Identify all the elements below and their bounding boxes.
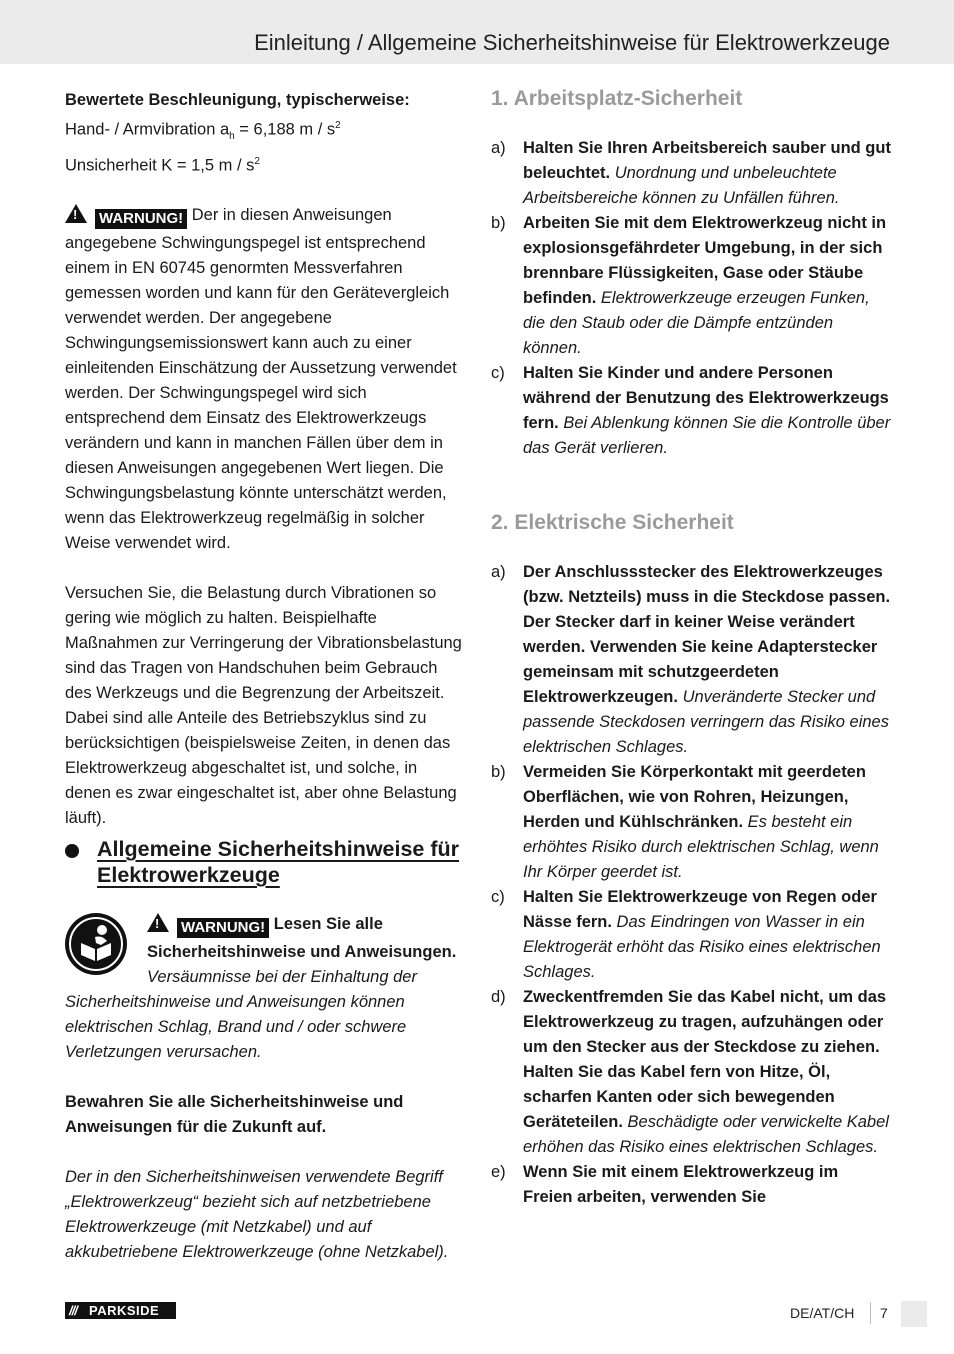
- vibration-warning: ! WARNUNG! Der in diesen Anweisungen angegebene Schwingungspegel ist entsprechend einem in EN 60745 genormten Messverfahren gemessen worden und kann für den Gerätevergleich verwendet werden. Der angegebene Schwingungsemissionswert kann auch zu einer einleitenden Einschätzung der Aussetzung verwendet werden. Der Schwingungspegel wird sich entsprechend dem Einsatz des Elektrowerkzeugs verändern und kann in manchen Fällen über dem in diesen Anweisungen angegebenen Wert liegen. Die Schwingungsbelastung könnte unterschätzt werden, wenn das Elektrowerkzeug regelmäßig in solcher Weise verwendet wird.: [65, 206, 457, 553]
- list-item-bold-text: Der Anschlussstecker des Elektrowerkzeuges (bzw. Netzteils) muss in die Steckdose passen. Der Stecker darf in keiner Weise verändert werden. Verwenden Sie keine Adapterstecker gemeinsam mit schutzgeerdeten Elektrowerkzeugen.: [523, 563, 891, 706]
- list-item-bold-text: Halten Sie Elektrowerkzeuge von Regen oder Nässe fern.: [523, 888, 877, 931]
- list-item-italic-text: Es besteht ein erhöhtes Risiko durch elektrischen Schlag, wenn Ihr Körper geerdet ist.: [523, 813, 879, 881]
- warning-badge-2: ! WARNUNG!: [147, 913, 269, 940]
- list-item-italic-text: Elektrowerkzeuge erzeugen Funken, die den Staub oder die Dämpfe entzünden können.: [523, 289, 870, 357]
- section-2-list: [491, 560, 891, 1210]
- acceleration-line-2: Unsicherheit K = 1,5 m / $s^2$: [65, 155, 260, 175]
- section-2-item: [491, 760, 891, 885]
- list-item-italic-text: Das Eindringen von Wasser in ein Elektrogerät erhöht das Risiko eines elektrischen Schlages.: [523, 913, 881, 981]
- list-item-bold-text: Halten Sie Kinder und andere Personen während der Benutzung des Elektrowerkzeugs fern.: [523, 364, 889, 432]
- general-safety-heading: Allgemeine Sicherheitshinweise für Elektrowerkzeuge: [65, 836, 475, 888]
- footer-divider: [870, 1302, 871, 1324]
- list-letter: c): [491, 888, 505, 906]
- right-column: [491, 84, 891, 1210]
- warning-triangle-icon: !: [65, 204, 87, 223]
- section-2-item: [491, 560, 891, 760]
- read-instructions-warning: ! WARNUNG! Lesen Sie alle Sicherheitshinweise und Anweisungen. Versäumnisse bei der Einhaltung der Sicherheitshinweise und Anweisungen können elektrischen Schlag, Brand und / oder schwere Verletzungen verursachen.: [65, 915, 457, 1061]
- list-letter: c): [491, 364, 505, 382]
- warning-badge: ! WARNUNG!: [65, 204, 187, 231]
- footer-box: [901, 1301, 927, 1327]
- section-1-heading: 1. Arbeitsplatz-Sicherheit: [491, 87, 743, 110]
- bullet-icon: [65, 844, 79, 858]
- list-letter: a): [491, 563, 506, 581]
- section-2-heading: 2. Elektrische Sicherheit: [491, 511, 734, 534]
- warning-triangle-icon-2: !: [147, 913, 169, 932]
- country-codes: DE/AT/CH: [790, 1305, 855, 1321]
- header-title: Einleitung / Allgemeine Sicherheitshinweise für Elektrowerkzeuge: [254, 30, 890, 55]
- list-item-bold-text: Halten Sie Ihren Arbeitsbereich sauber und gut beleuchtet.: [523, 139, 891, 182]
- list-letter: b): [491, 763, 506, 781]
- section-1-item: [491, 211, 891, 361]
- vibration-paragraph: Versuchen Sie, die Belastung durch Vibrationen so gering wie möglich zu halten. Beispielhafte Maßnahmen zur Verringerung der Vibrationsbelastung sind das Tragen von Handschuhen beim Gebrauch des Werkzeugs und die Begrenzung der Arbeitszeit. Dabei sind alle Anteile des Betriebszyklus sind zu berücksichtigen (beispielsweise Zeiten, in denen das Elektrowerkzeug abgeschaltet ist, und solche, in denen es zwar eingeschaltet ist, aber ohne Belastung läuft).: [65, 584, 462, 828]
- page-number: 7: [880, 1305, 888, 1321]
- section-1-list: [491, 136, 891, 461]
- list-item-italic-text: Bei Ablenkung können Sie die Kontrolle über das Gerät verlieren.: [523, 414, 891, 457]
- list-item-italic-text: Unordnung und unbeleuchtete Arbeitsbereiche können zu Unfällen führen.: [523, 164, 840, 207]
- general-safety-body: [65, 912, 465, 1265]
- parkside-logo: /// PARKSIDE: [65, 1302, 176, 1319]
- list-letter: a): [491, 139, 506, 157]
- section-1-item: [491, 361, 891, 461]
- list-item-italic-text: Unveränderte Stecker und passende Steckdosen verringern das Risiko eines elektrischen Schlages.: [523, 688, 889, 756]
- list-item-bold-text: Wenn Sie mit einem Elektrowerkzeug im Freien arbeiten, verwenden Sie: [523, 1163, 839, 1206]
- list-letter: e): [491, 1163, 506, 1181]
- section-2-item: [491, 985, 891, 1160]
- section-2-item: [491, 1160, 891, 1210]
- term-definition-paragraph: Der in den Sicherheitshinweisen verwendete Begriff „Elektrowerkzeug“ bezieht sich auf netzbetriebene Elektrowerkzeuge (mit Netzkabel) und auf akkubetriebene Elektrowerkzeuge (ohne Netzkabel).: [65, 1168, 449, 1261]
- left-column: [65, 88, 465, 831]
- acceleration-heading: Bewertete Beschleunigung, typischerweise:: [65, 91, 410, 109]
- section-2-item: [491, 885, 891, 985]
- list-item-italic-text: Beschädigte oder verwickelte Kabel erhöhen das Risiko eines elektrischen Schlages.: [523, 1113, 889, 1156]
- list-item-bold-text: Arbeiten Sie mit dem Elektrowerkzeug nicht in explosionsgefährdeter Umgebung, in der sich brennbare Flüssigkeiten, Gase oder Stäube befinden.: [523, 214, 887, 307]
- acceleration-line-1: Hand- / Armvibration $a_h = 6,188$ m / $s^2$: [65, 120, 341, 142]
- list-letter: b): [491, 214, 506, 232]
- list-letter: d): [491, 988, 506, 1006]
- list-item-bold-text: Vermeiden Sie Körperkontakt mit geerdeten Oberflächen, wie von Rohren, Heizungen, Herden und Kühlschränken.: [523, 763, 866, 831]
- list-item-bold-text: Zweckentfremden Sie das Kabel nicht, um das Elektrowerkzeug zu tragen, aufzuhängen oder um den Stecker aus der Steckdose zu ziehen. Halten Sie das Kabel fern von Hitze, Öl, scharfen Kanten oder sich bewegenden Geräteteilen.: [523, 988, 887, 1131]
- page-header: [0, 0, 954, 64]
- keep-instructions-paragraph: Bewahren Sie alle Sicherheitshinweise und Anweisungen für die Zukunft auf.: [65, 1093, 404, 1136]
- section-1-item: [491, 136, 891, 211]
